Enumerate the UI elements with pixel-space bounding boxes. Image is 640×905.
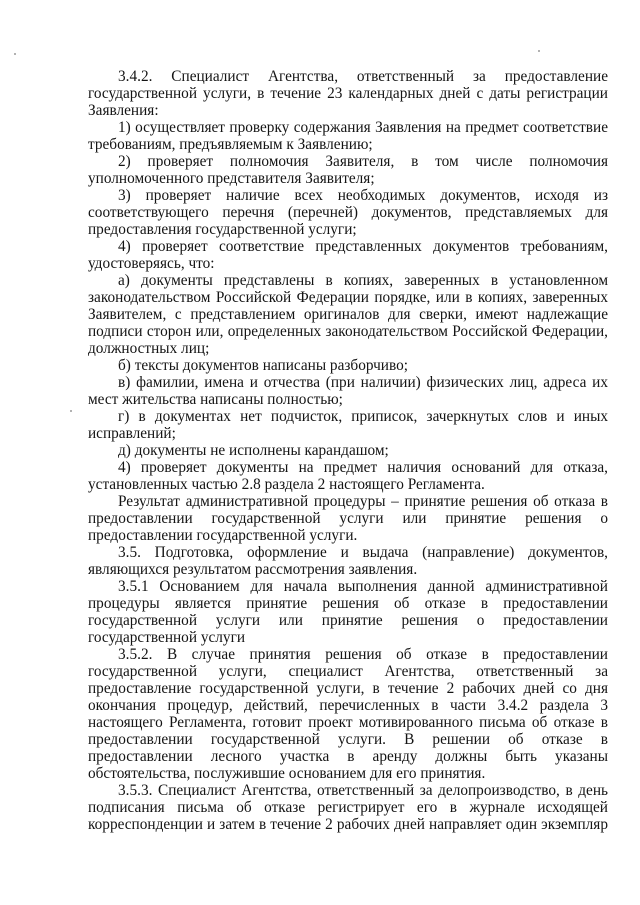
- text-line: 4) проверяет соответствие представленных документов требованиям,: [118, 238, 608, 255]
- text-line: предоставлении государственной услуги или принятие решения о: [88, 510, 608, 527]
- text-line: д) документы не исполнены карандашом;: [118, 442, 389, 459]
- text-line: государственной услуги, специалист Агентства, ответственный за: [88, 663, 608, 680]
- text-line: в) фамилии, имена и отчества (при наличии) физических лиц, адреса их: [118, 374, 608, 391]
- text-line: настоящего Регламента, готовит проект мотивированного письма об отказе в: [88, 714, 608, 731]
- text-line: б) тексты документов написаны разборчиво;: [118, 357, 409, 374]
- text-line: 3) проверяет наличие всех необходимых документов, исходя из: [118, 187, 608, 204]
- text-line: подписи сторон или, определенных законодательством Российской Федерации,: [88, 323, 608, 340]
- scan-speck: [14, 53, 16, 55]
- text-line: уполномоченного представителя Заявителя;: [88, 170, 375, 187]
- text-line: предоставлении лесного участка в аренду должны быть указаны: [88, 748, 608, 765]
- text-line: 1) осуществляет проверку содержания Заявления на предмет соответствие: [118, 119, 608, 136]
- text-line: 4) проверяет документы на предмет наличия оснований для отказа,: [118, 459, 608, 476]
- text-line: государственной услуги, в течение 23 календарных дней с даты регистрации: [88, 85, 608, 102]
- text-line: 3.5.2. В случае принятия решения об отказе в предоставлении: [118, 646, 608, 663]
- text-line: Заявителем, с представлением оригиналов для сверки, имеют надлежащие: [88, 306, 608, 323]
- text-line: корреспонденции и затем в течение 2 рабочих дней направляет один экземпляр: [88, 816, 608, 833]
- text-line: соответствующего перечня (перечней) документов, представляемых для: [88, 204, 608, 221]
- text-line: предоставление государственной услуги, в течение 2 рабочих дней со дня: [88, 680, 608, 697]
- text-line: являющихся результатом рассмотрения заявления.: [88, 561, 418, 578]
- text-line: 3.4.2. Специалист Агентства, ответственный за предоставление: [118, 68, 608, 85]
- text-line: Заявления:: [88, 102, 159, 119]
- scan-speck: [538, 50, 540, 52]
- text-line: 2) проверяет полномочия Заявителя, в том числе полномочия: [118, 153, 608, 170]
- text-line: государственной услуги: [88, 629, 246, 646]
- text-line: мест жительства написаны полностью;: [88, 391, 343, 408]
- text-line: Результат административной процедуры – принятие решения об отказа в: [118, 493, 608, 510]
- text-line: процедуры является принятие решения об отказе в предоставлении: [88, 595, 608, 612]
- text-line: г) в документах нет подчисток, приписок, зачеркнутых слов и иных: [118, 408, 608, 425]
- text-line: подписания письма об отказе регистрирует его в журнале исходящей: [88, 799, 608, 816]
- text-line: а) документы представлены в копиях, заверенных в установленном: [118, 272, 608, 289]
- text-line: предоставлении государственной услуги.: [88, 527, 358, 544]
- text-line: 3.5. Подготовка, оформление и выдача (направление) документов,: [118, 544, 608, 561]
- text-line: государственной услуги или принятие решения о предоставлении: [88, 612, 608, 629]
- text-line: требованиям, предъявляемым к Заявлению;: [88, 136, 373, 153]
- text-line: законодательством Российской Федерации порядке, или в копиях, заверенных: [88, 289, 608, 306]
- text-line: установленных частью 2.8 раздела 2 настоящего Регламента.: [88, 476, 485, 493]
- text-line: обстоятельства, послужившие основанием для его принятия.: [88, 765, 486, 782]
- text-line: 3.5.3. Специалист Агентства, ответственный за делопроизводство, в день: [118, 782, 608, 799]
- text-line: предоставления государственной услуги;: [88, 221, 357, 238]
- document-body: [88, 68, 608, 833]
- text-line: удостоверяясь, что:: [88, 255, 215, 272]
- text-line: должностных лиц;: [88, 340, 210, 357]
- text-line: предоставлении государственной услуги. В решении об отказе в: [88, 731, 608, 748]
- text-line: окончания процедур, действий, перечисленных в части 3.4.2 раздела 3: [88, 697, 608, 714]
- text-line: 3.5.1 Основанием для начала выполнения данной административной: [118, 578, 608, 595]
- scan-speck: [70, 410, 72, 412]
- text-line: исправлений;: [88, 425, 176, 442]
